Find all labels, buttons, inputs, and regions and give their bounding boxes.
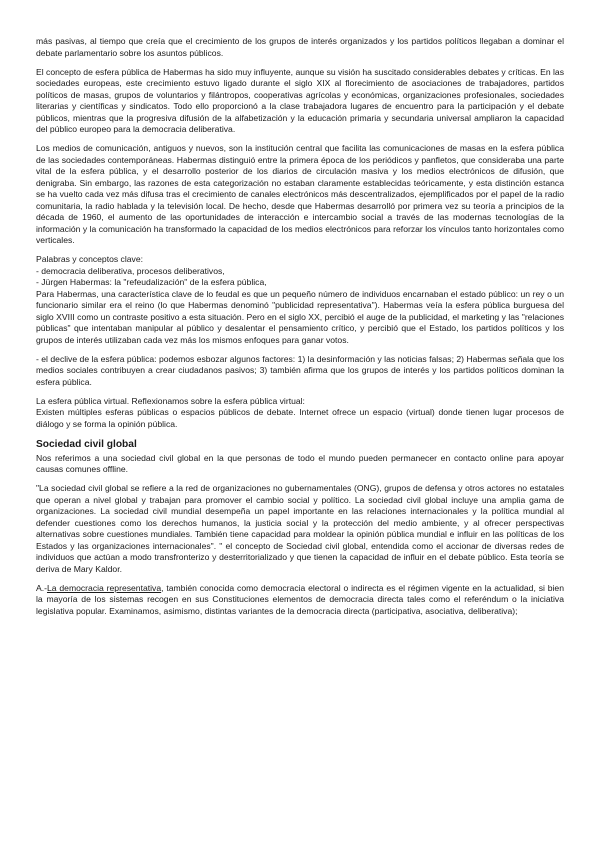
paragraph-representative-democracy xyxy=(36,583,564,618)
paragraph-decline: - el declive de la esfera pública: podemos esbozar algunos factores: 1) la desinformación y las noticias falsas; 2) Habermas señala que los medios sociales contribuyen a crear ciudadanos pasivos; 3) también afirma que los grupos de interés y los partidos políticos dominan la esfera pública. xyxy=(36,353,564,387)
document-page xyxy=(36,36,564,625)
paragraph-refeudalization: Para Habermas, una característica clave de lo feudal es que un pequeño número de individuos encarnaban el estado público: un rey o un funcionario similar era el reino (lo que Habermas denominó "publicidad representativa"). Habermas veía la esfera pública burguesa del siglo XVIII como un contraste positivo a esta situación. Pero en el siglo XX, percibió el auge de la publicidad, el marketing y las "relaciones públicas" que intentaban manipular al público y desalentar el pensamiento crítico, y percibió que el Estado, los partidos políticos y los grupos de interés utilizaban cada vez más los mismos enfoques para ganar votos. xyxy=(36,288,564,345)
virtual-sphere-body: Existen múltiples esferas públicas o espacios públicos de debate. Internet ofrece un espacio (virtual) donde tienen lugar procesos de diálogo y se forma la opinión pública. xyxy=(36,407,564,429)
representative-democracy-link[interactable]: La democracia representativa xyxy=(46,582,162,593)
list-prefix: A.- xyxy=(36,582,47,593)
paragraph-media: Los medios de comunicación, antiguos y nuevos, son la institución central que facilita las comunicaciones de masas en la esfera pública de las sociedades contemporáneas. Habermas distinguió entre la primera época de los periódicos y panfletos, que consideraba una parte vital de la esfera pública, y el desarrollo posterior de los diarios de circulación masiva y los medios electrónicos de difusión, que denigraba. Sin embargo, las razones de esta categorización no estaban claramente establecidas teóricamente, y esta distinción estanca se ha vuelto cada vez más difusa tras el crecimiento de canales electrónicos más descentralizados, ejemplificados por el papel de la radio comunitaria, la radio hablada y la televisión local. De hecho, desde que Habermas desarrolló por primera vez su teoría a principios de la década de 1960, el aumento de las oportunidades de interacción e intercambio social a través de las modernas tecnologías de la información y la comunicación ha transformado la capacidad de los medios electrónicos para reforzar los vínculos tanto horizontales como verticales. xyxy=(36,143,564,245)
paragraph-public-sphere-concept: El concepto de esfera pública de Habermas ha sido muy influyente, aunque su visión ha suscitado considerables debates y críticas. En las sociedades europeas, este crecimiento estuvo ligado durante el siglo XIX al florecimiento de asociaciones de trabajadores, partidos políticos de masas, grupos de voluntarios y filántropos, cooperativas agrícolas y económicas, organizaciones profesionales, sociedades literarias y científicas y sindicatos. Todo ello proporcionó a la clase trabajadora lugares de encuentro para la participación y el debate públicos, mientras que la progresiva difusión de la alfabetización y la educación primaria y secundaria universal ampliaron la capacidad del público europeo para la democracia deliberativa. xyxy=(36,66,564,134)
keywords-block xyxy=(36,254,564,346)
section-heading: Sociedad civil global xyxy=(36,438,137,450)
keyword-item: - democracia deliberativa, procesos deliberativos, xyxy=(36,265,225,276)
paragraph-habermas-passive: más pasivas, al tiempo que creía que el crecimiento de los grupos de interés organizados y los partidos políticos llegaban a dominar el debate parlamentario sobre los asuntos públicos. xyxy=(36,36,564,58)
representative-democracy-text: , también conocida como democracia electoral o indirecta es el régimen vigente en la actualidad, si bien la mayoría de los sistemas recogen en sus Constituciones elementos de democracia directa tales como el referéndum o la iniciativa legislativa popular. Examinamos, asimismo, distintas variantes de la democracia directa (participativa, asociativa, deliberativa); xyxy=(36,582,564,616)
keyword-item: - Jürgen Habermas: la "refeudalización" de la esfera pública, xyxy=(36,277,267,287)
paragraph-quote-civil-society: "La sociedad civil global se refiere a la red de organizaciones no gubernamentales (ONG), grupos de defensa y otros actores no estatales que operan a nivel global y trabajan para promover el cambio social y político. La sociedad civil global incluye una amplia gama de organizaciones. La sociedad civil mundial desempeña un papel importante en las relaciones internacionales y la política mundial al defender cuestiones como los derechos humanos, la justicia social y la protección del medio ambiente, y al ofrecer perspectivas alternativas sobre cuestiones mundiales. También tiene capacidad para moldear la opinión pública mundial e influir en las políticas de los Estados y las organizaciones internacionales". " el concepto de Sociedad civil global, entendida como el accionar de diversas redes de individuos que actúan a modo transfronterizo y desterritorializado y que tienen la capacidad de influir en el debate público. Esta teoría se deriva de Mary Kaldor. xyxy=(36,483,564,574)
virtual-sphere-title: La esfera pública virtual. Reflexionamos sobre la esfera pública virtual: xyxy=(36,395,305,406)
paragraph-global-civil-society: Nos referimos a una sociedad civil global en la que personas de todo el mundo pueden permanecer en contacto online para apoyar causas comunes offline. xyxy=(36,452,564,474)
keywords-title: Palabras y conceptos clave: xyxy=(36,254,144,264)
virtual-sphere-block xyxy=(36,396,564,431)
